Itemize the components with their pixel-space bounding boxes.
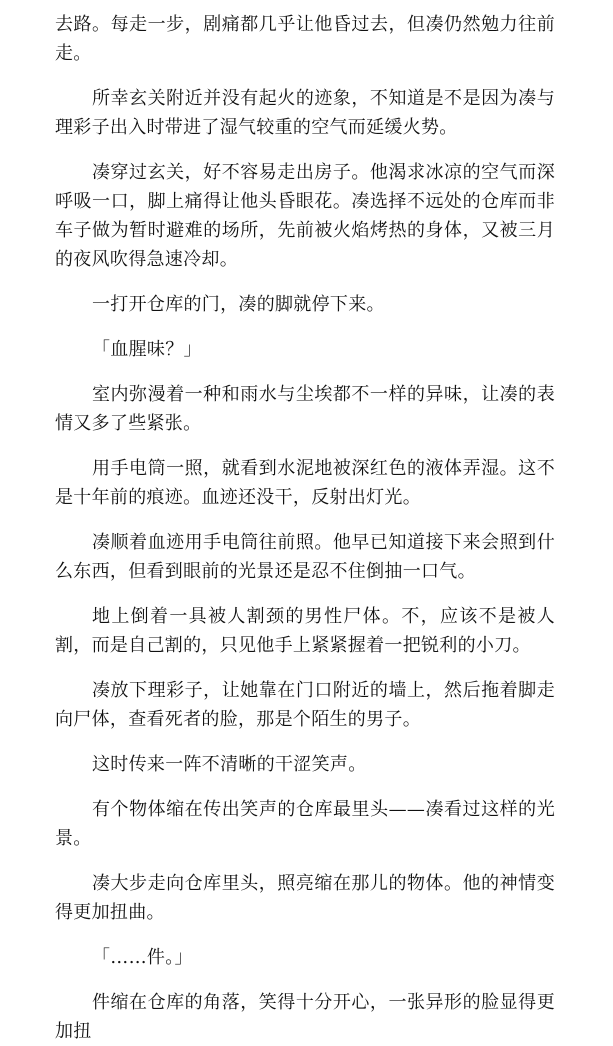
- paragraph-8: 凑顺着血迹用手电筒往前照。他早已知道接下来会照到什么东西，但看到眼前的光景还是忍不住倒抽一口气。: [55, 532, 555, 582]
- paragraph-12: 有个物体缩在传出笑声的仓库最里头——凑看过这样的光景。: [55, 799, 555, 849]
- paragraph-10: 凑放下理彩子，让她靠在门口附近的墙上，然后拖着脚走向尸体，查看死者的脸，那是个陌生的男子。: [55, 680, 555, 730]
- paragraph-2: 所幸玄关附近并没有起火的迹象，不知道是不是因为凑与理彩子出入时带进了湿气较重的空气而延缓火势。: [55, 88, 555, 138]
- paragraph-3: 凑穿过玄关，好不容易走出房子。他渴求冰凉的空气而深呼吸一口，脚上痛得让他头昏眼花。凑选择不远处的仓库而非车子做为暂时避难的场所，先前被火焰烤热的身体，又被三月的夜风吹得急速冷却。: [55, 162, 555, 270]
- paragraph-9: 地上倒着一具被人割颈的男性尸体。不，应该不是被人割，而是自己割的，只见他手上紧紧握着一把锐利的小刀。: [55, 606, 555, 656]
- paragraph-11: 这时传来一阵不清晰的干涩笑声。: [92, 754, 367, 775]
- paragraph-7: 用手电筒一照，就看到水泥地被深红色的液体弄湿。这不是十年前的痕迹。血迹还没干，反射出灯光。: [55, 458, 555, 508]
- paragraph-13: 凑大步走向仓库里头，照亮缩在那儿的物体。他的神情变得更加扭曲。: [55, 873, 555, 923]
- paragraph-6: 室内弥漫着一种和雨水与尘埃都不一样的异味，让凑的表情又多了些紧张。: [55, 384, 555, 434]
- paragraph-1: 去路。每走一步，剧痛都几乎让他昏过去，但凑仍然勉力往前走。: [55, 14, 555, 64]
- paragraph-15: 件缩在仓库的角落，笑得十分开心，一张异形的脸显得更加扭: [55, 992, 555, 1042]
- paragraph-5-dialogue: 「血腥味？」: [92, 339, 202, 360]
- paragraph-4: 一打开仓库的门，凑的脚就停下来。: [92, 294, 385, 315]
- paragraph-14-dialogue: 「……件。」: [92, 947, 193, 968]
